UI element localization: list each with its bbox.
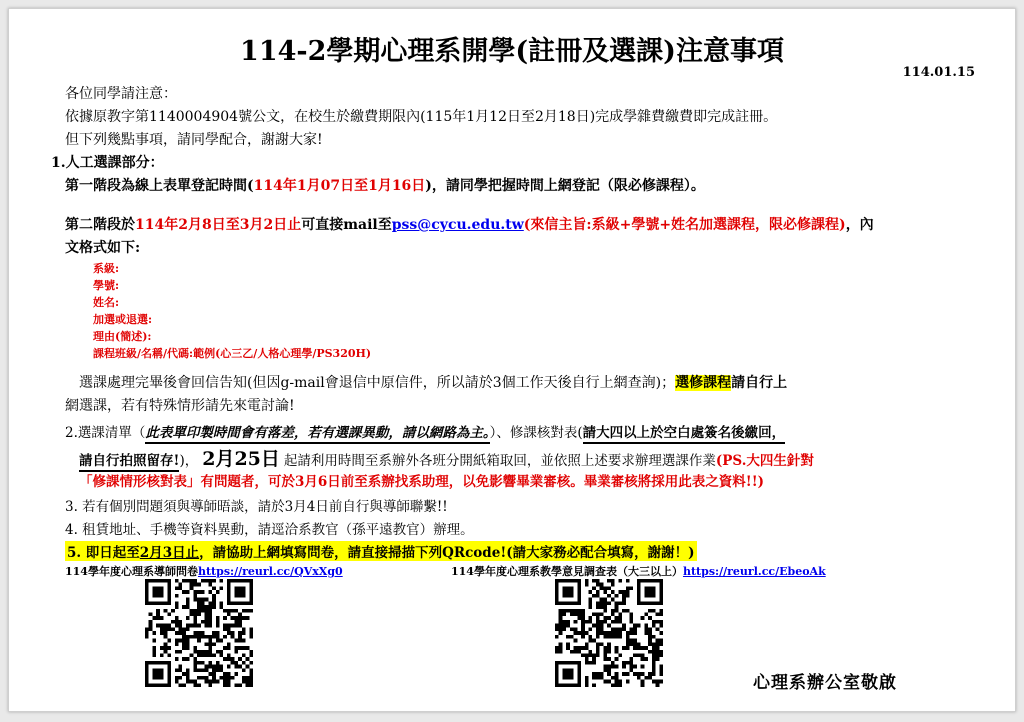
s2-ps: (PS.大四生針對 <box>715 453 814 469</box>
format-field: 課程班級/名稱/代碼:範例(心三乙/人格心理學/PS320H) <box>93 347 372 360</box>
elective-highlight: 選修課程 <box>675 375 732 391</box>
section-4: 4. 租賃地址、手機等資料異動，請逕洽系教官（孫平遠教官）辦理。 <box>65 522 474 538</box>
processing-note-cont: 網選課，若有特殊情形請先來電討論! <box>65 398 295 414</box>
qr-code-icon[interactable] <box>555 579 663 687</box>
s5-text-c: ，請協助上網填寫問卷，請直接掃描下列QRcode!(請大家務必配合填寫，謝謝！) <box>199 545 695 561</box>
phase-1-dates: 114年1月07日至1月16日 <box>253 178 426 194</box>
section-2-line-1 <box>65 421 785 441</box>
s2-text-f: )， <box>179 453 199 469</box>
s2-list-note: 此表單印製時間會有落差，若有選課異動，請以網路為主。 <box>145 425 489 444</box>
intro-line-2: 依據原教字第1140004904號公文，在校生於繳費期限內(115年1月12日至2月18日)完成學雜費繳費即完成註冊。 <box>65 109 778 125</box>
section-2-line-2 <box>79 444 814 471</box>
phase-2-dates: 114年2月8日至3月2日止 <box>135 217 302 233</box>
s2-text-a: 2.選課清單（ <box>65 425 146 441</box>
processing-note <box>79 372 787 392</box>
format-field: 系級: <box>93 262 120 275</box>
phase-2-continuation: 文格式如下: <box>65 240 141 256</box>
format-field: 理由(簡述): <box>93 330 152 343</box>
survey-1-label: 114學年度心理系導師問卷 <box>65 565 198 578</box>
format-field: 姓名: <box>93 296 120 309</box>
phase-2-text-b: 可直接mail至 <box>301 217 392 233</box>
s2-date: 2月25日 <box>202 448 280 470</box>
section-2-line-3: 「修課情形核對表」有問題者，可於3月6日前至系辦找系助理，以免影響畢業審核。畢業審核將採用此表之資料!!) <box>79 474 765 490</box>
mail-subject-format: (來信主旨:系級+學號+姓名加選課程，限必修課程) <box>523 217 846 233</box>
section-1-heading: 1.人工選課部分： <box>51 155 164 171</box>
s2-text-g: 起請利用時間至系辦外各班分開紙箱取回，並依照上述要求辦理選課作業 <box>283 453 716 469</box>
intro-line-3: 但下列幾點事項，請同學配合，謝謝大家! <box>65 132 323 148</box>
phase-1-line <box>65 175 705 195</box>
survey-1-link[interactable]: https://reurl.cc/QVxXg0 <box>197 565 343 578</box>
section-3: 3. 若有個別問題須與導師晤談，請於3月4日前自行與導師聯繫!! <box>65 499 448 515</box>
phase-2-text-c: ，內 <box>845 217 874 233</box>
notice-page <box>8 8 1016 712</box>
notice-date: 114.01.15 <box>902 65 975 80</box>
s2-photo-note: 請自行拍照留存! <box>79 453 179 472</box>
signature: 心理系辦公室敬啟 <box>753 673 897 693</box>
greeting: 各位同學請注意： <box>65 86 177 102</box>
survey-2-caption <box>451 563 826 579</box>
phase-1-text-a: 第一階段為線上表單登記時間( <box>65 178 254 194</box>
phase-2-line <box>65 214 874 234</box>
note-text-b: 請自行上 <box>731 375 788 391</box>
s2-sign-note: 請大四以上於空白處簽名後繳回， <box>583 425 786 444</box>
s5-text-a: 5. 即日起至 <box>67 545 140 561</box>
format-field: 加選或退選: <box>93 313 153 326</box>
format-field: 學號: <box>93 279 120 292</box>
page-title: 114-2學期心理系開學(註冊及選課)注意事項 <box>240 36 784 67</box>
survey-2-link[interactable]: https://reurl.cc/EbeoAk <box>682 565 826 578</box>
survey-1-caption <box>65 563 343 579</box>
s2-text-c: ）、修課核對表( <box>489 425 583 441</box>
section-5 <box>65 541 697 561</box>
qr-code-icon[interactable] <box>145 579 253 687</box>
phase-1-text-b: )，請同學把握時間上網登記（限必修課程）。 <box>425 178 705 194</box>
phase-2-text-a: 第二階段於 <box>65 217 135 233</box>
survey-2-label: 114學年度心理系教學意見調查表（大三以上） <box>451 565 683 578</box>
email-link[interactable]: pss@cycu.edu.tw <box>391 217 524 233</box>
note-text-a: 選課處理完畢後會回信告知(但因g-mail會退信中原信件，所以請於3個工作天後自行上網查詢)； <box>79 375 676 391</box>
s5-deadline: 2月3日止 <box>139 545 200 561</box>
